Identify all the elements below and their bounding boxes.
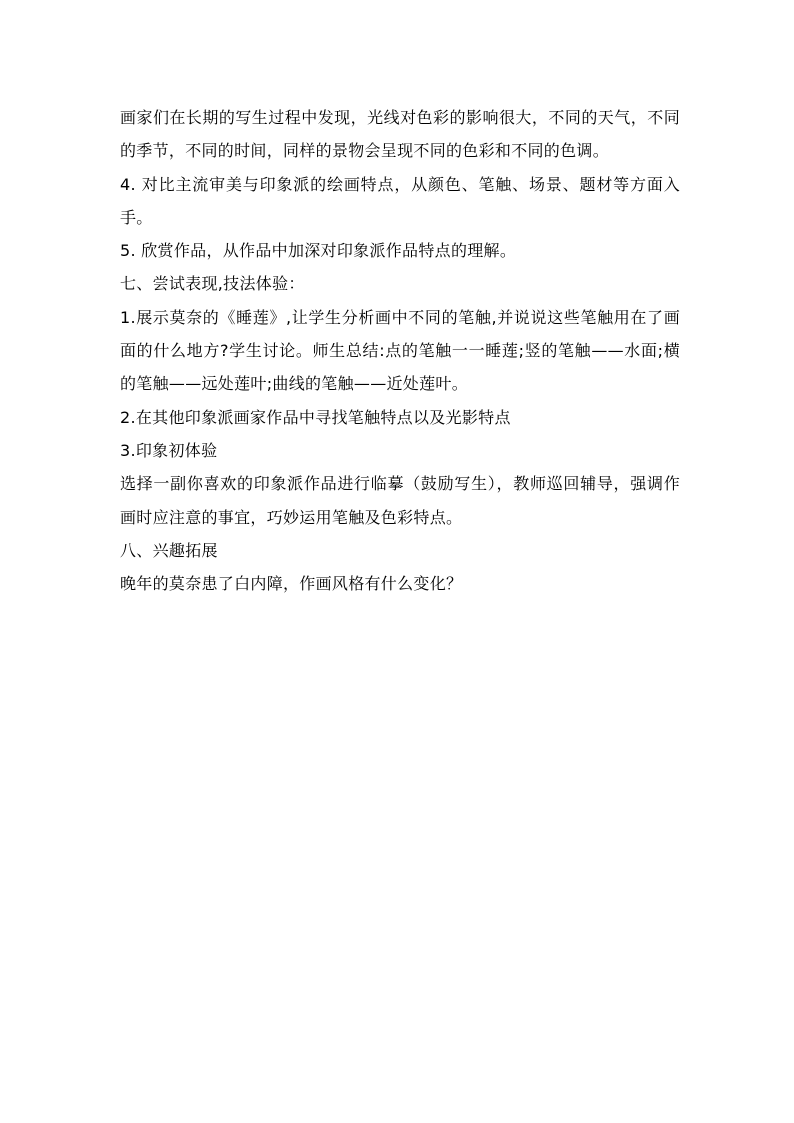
section-heading-8: 八、兴趣拓展 <box>120 540 218 560</box>
document-body <box>120 101 680 600</box>
section-heading-7: 七、尝试表现,技法体验： <box>120 274 305 294</box>
paragraph-light-observation: 画家们在长期的写生过程中发现，光线对色彩的影响很大，不同的天气，不同的季节，不同的时间，同样的景物会呈现不同的色彩和不同的色调。 <box>120 108 680 161</box>
paragraph-item-2: 2.在其他印象派画家作品中寻找笔触特点以及光影特点 <box>120 407 511 427</box>
paragraph-copying-practice: 选择一副你喜欢的印象派作品进行临摹（鼓励写生），教师巡回辅导，强调作画时应注意的事宜，巧妙运用笔触及色彩特点。 <box>120 474 680 527</box>
paragraph-item-3: 3.印象初体验 <box>120 440 218 460</box>
paragraph-cataract-question: 晚年的莫奈患了白内障，作画风格有什么变化？ <box>120 574 463 594</box>
paragraph-item-5: 5. 欣赏作品，从作品中加深对印象派作品特点的理解。 <box>120 241 517 261</box>
paragraph-item-4: 4. 对比主流审美与印象派的绘画特点，从颜色、笔触、场景、题材等方面入手。 <box>120 174 680 227</box>
paragraph-water-lilies: 1.展示莫奈的《睡莲》,让学生分析画中不同的笔触,并说说这些笔触用在了画面的什么地方?学生讨论。师生总结:点的笔触一一睡莲;竖的笔触——水面;横的笔触——远处莲叶;曲线的笔触——近处莲叶。 <box>120 307 680 394</box>
